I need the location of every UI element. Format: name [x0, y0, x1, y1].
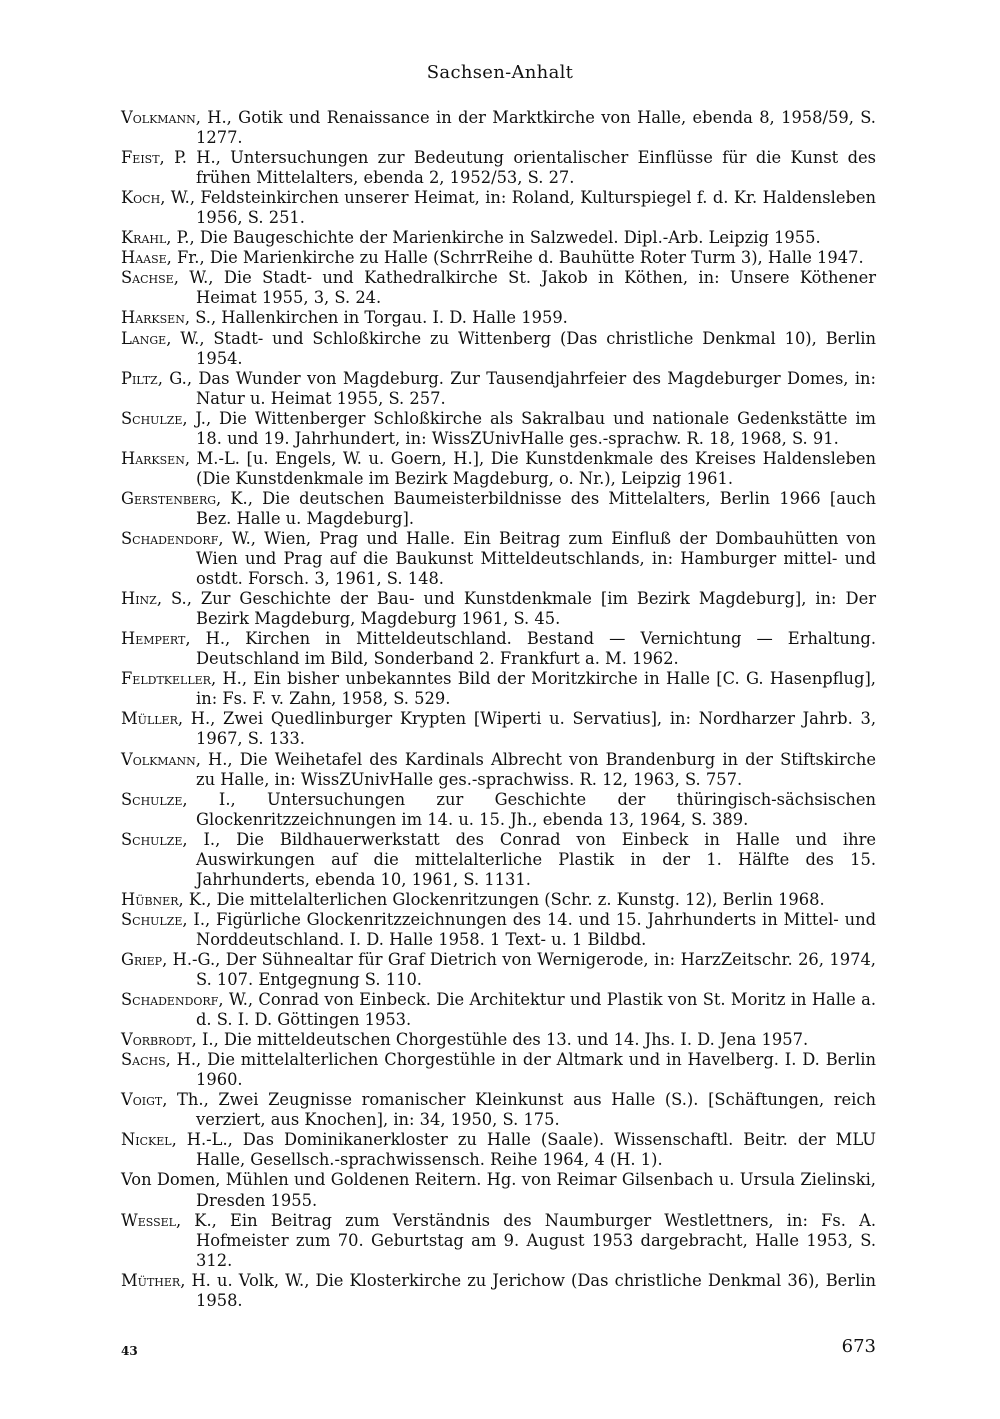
running-head: Sachsen-Anhalt [426, 62, 574, 83]
bibliography-entry [121, 1030, 876, 1050]
entry-text: , I., Die Bildhauerwerkstatt des Conrad von Einbeck in Halle und ihre Auswirkungen auf die mittelalterliche Plastik in der 1. Hälfte des 15. Jahrhunderts, ebenda 10, 1961, S. 1131. [182, 829, 876, 889]
bibliography-entry [121, 910, 876, 950]
bibliography-entry [121, 268, 876, 308]
bibliography-entry [121, 409, 876, 449]
bibliography-entry [121, 830, 876, 890]
bibliography-entry [121, 188, 876, 228]
entry-text: , K., Die deutschen Baumeisterbildnisse des Mittelalters, Berlin 1966 [auch Bez. Halle u. Magdeburg]. [196, 488, 876, 528]
entry-author: Harksen [121, 308, 185, 328]
entry-text: , M.-L. [u. Engels, W. u. Goern, H.], Die Kunstdenkmale des Kreises Haldensleben (Die Kunstdenkmale im Bezirk Magdeburg, o. Nr.), Leipzig 1961. [184, 448, 876, 488]
entry-author: Hübner [121, 889, 179, 909]
entry-author: Lange [121, 328, 167, 348]
entry-author: Sachs [121, 1050, 166, 1070]
entry-text: , H.-G., Der Sühnealtar für Graf Dietrich von Wernigerode, in: HarzZeitschr. 26, 1974, S. 107. Entgegnung S. 110. [162, 949, 876, 990]
bibliography-entry [121, 529, 876, 589]
bibliography-entry [121, 629, 876, 669]
bibliography-entry [121, 489, 876, 529]
bibliography-entry [121, 108, 876, 148]
entry-author: Hempert [121, 629, 186, 649]
bibliography-entry [121, 1271, 876, 1311]
bibliography-entry [121, 248, 876, 268]
entry-text: Von Domen, Mühlen und Goldenen Reitern. Hg. von Reimar Gilsenbach u. Ursula Zielinski, Dresden 1955. [121, 1170, 876, 1210]
bibliography-list [121, 108, 876, 1311]
entry-author: Schadendorf [121, 528, 219, 548]
entry-author: Nickel [121, 1130, 172, 1150]
entry-author: Hinz [121, 589, 157, 609]
bibliography-entry [121, 1130, 876, 1170]
entry-text: , H., Kirchen in Mitteldeutschland. Bestand — Vernichtung — Erhaltung. Deutschland im Bild, Sonderband 2. Frankfurt a. M. 1962. [185, 629, 876, 669]
bibliography-entry [121, 329, 876, 369]
entry-text: , H.-L., Das Dominikanerkloster zu Halle (Saale). Wissenschaftl. Beitr. der MLU Halle, Gesellsch.-sprachwissensch. Reihe 1964, 4 (H. 1). [171, 1130, 876, 1170]
entry-author: Piltz [121, 368, 158, 388]
entry-text: , I., Die mitteldeutschen Chorgestühle des 13. und 14. Jhs. I. D. Jena 1957. [191, 1030, 809, 1050]
entry-text: , Th., Zwei Zeugnisse romanischer Kleinkunst aus Halle (S.). [Schäftungen, reich verziert, aus Knochen], in: 34, 1950, S. 175. [162, 1090, 876, 1130]
bibliography-entry [121, 790, 876, 830]
entry-text: , P. H., Untersuchungen zur Bedeutung orientalischer Einflüsse für die Kunst des frühen Mittelalters, ebenda 2, 1952/53, S. 27. [159, 148, 876, 188]
entry-text: , H., Die Weihetafel des Kardinals Albrecht von Brandenburg in der Stiftskirche zu Halle, in: WissZUnivHalle ges.-sprachwiss. R. 12, 1963, S. 757. [195, 749, 876, 789]
bibliography-entry [121, 890, 876, 910]
entry-author: Voigt [121, 1090, 163, 1110]
bibliography-entry [121, 750, 876, 790]
entry-text: , I., Figürliche Glockenritzzeichnungen des 14. und 15. Jahrhunderts in Mittel- und Norddeutschland. I. D. Halle 1958. 1 Text- u. 1 Bildbd. [182, 909, 876, 949]
bibliography-entry [121, 950, 876, 990]
bibliography-entry [121, 669, 876, 709]
bibliography-entry [121, 308, 876, 328]
entry-text: , H. u. Volk, W., Die Klosterkirche zu Jerichow (Das christliche Denkmal 36), Berlin 1958. [180, 1270, 876, 1310]
entry-text: , H., Gotik und Renaissance in der Marktkirche von Halle, ebenda 8, 1958/59, S. 1277. [195, 108, 876, 148]
bibliography-entry [121, 369, 876, 409]
entry-author: Schulze [121, 829, 183, 849]
bibliography-entry [121, 589, 876, 629]
bibliography-entry [121, 1170, 876, 1210]
entry-author: Gerstenberg [121, 488, 217, 508]
bibliography-entry [121, 449, 876, 489]
entry-text: , G., Das Wunder von Magdeburg. Zur Tausendjahrfeier des Magdeburger Domes, in: Natur u. Heimat 1955, S. 257. [157, 368, 876, 408]
entry-text: , K., Ein Beitrag zum Verständnis des Naumburger Westlettners, in: Fs. A. Hofmeister zum 70. Geburtstag am 9. August 1953 dargebracht, Halle 1953, S. 312. [175, 1210, 876, 1270]
entry-author: Vorbrodt [121, 1030, 192, 1050]
entry-author: Feist [121, 148, 160, 168]
bibliography-entry [121, 1211, 876, 1271]
entry-author: Schadendorf [121, 990, 219, 1010]
bibliography-entry [121, 228, 876, 248]
entry-text: , W., Feldsteinkirchen unserer Heimat, in: Roland, Kulturspiegel f. d. Kr. Haldensleben 1956, S. 251. [160, 188, 876, 228]
entry-author: Griep [121, 949, 163, 969]
entry-text: , Fr., Die Marienkirche zu Halle (SchrrReihe d. Bauhütte Roter Turm 3), Halle 1947. [166, 248, 864, 268]
entry-author: Haase [121, 248, 167, 268]
entry-author: Krahl [121, 228, 167, 248]
entry-text: , S., Hallenkirchen in Torgau. I. D. Halle 1959. [184, 308, 568, 328]
entry-text: , H., Zwei Quedlinburger Krypten [Wiperti u. Servatius], in: Nordharzer Jahrb. 3, 1967, S. 133. [177, 709, 876, 749]
entry-text: , S., Zur Geschichte der Bau- und Kunstdenkmale [im Bezirk Magdeburg], in: Der Bezirk Magdeburg, Magdeburg 1961, S. 45. [156, 589, 876, 629]
entry-author: Volkmann [121, 108, 196, 127]
bibliography-entry [121, 1090, 876, 1130]
entry-author: Sachse [121, 268, 174, 288]
entry-author: Wessel [121, 1210, 176, 1230]
entry-author: Müller [121, 709, 178, 729]
entry-text: , W., Conrad von Einbeck. Die Architektur und Plastik von St. Moritz in Halle a. d. S. I. D. Göttingen 1953. [196, 990, 876, 1030]
bibliography-entry [121, 990, 876, 1030]
entry-author: Müther [121, 1270, 181, 1290]
entry-author: Schulze [121, 909, 183, 929]
entry-text: , J., Die Wittenberger Schloßkirche als Sakralbau und nationale Gedenkstätte im 18. und 19. Jahrhundert, in: WissZUnivHalle ges.-sprachw. R. 18, 1968, S. 91. [182, 408, 876, 448]
entry-text: , I., Untersuchungen zur Geschichte der thüringisch-sächsischen Glockenritzzeichnungen im 14. u. 15. Jh., ebenda 13, 1964, S. 389. [182, 789, 876, 829]
entry-text: , K., Die mittelalterlichen Glockenritzungen (Schr. z. Kunstg. 12), Berlin 1968. [178, 889, 825, 909]
entry-author: Koch [121, 188, 161, 208]
bibliography-entry [121, 709, 876, 749]
entry-author: Feldtkeller [121, 669, 211, 689]
bibliography-entry [121, 1050, 876, 1090]
entry-text: , W., Stadt- und Schloßkirche zu Wittenberg (Das christliche Denkmal 10), Berlin 1954. [166, 328, 876, 368]
entry-text: , H., Ein bisher unbekanntes Bild der Moritzkirche in Halle [C. G. Hasenpflug], in: Fs. F. v. Zahn, 1958, S. 529. [196, 669, 876, 709]
entry-author: Harksen [121, 448, 185, 468]
signature-mark: 43 [121, 1344, 138, 1358]
entry-text: , H., Die mittelalterlichen Chorgestühle in der Altmark und in Havelberg. I. D. Berlin 1960. [165, 1050, 876, 1090]
page-number: 673 [841, 1336, 876, 1357]
entry-author: Volkmann [121, 749, 196, 769]
bibliography-entry [121, 148, 876, 188]
entry-text: , P., Die Baugeschichte der Marienkirche in Salzwedel. Dipl.-Arb. Leipzig 1955. [166, 228, 821, 248]
entry-author: Schulze [121, 789, 183, 809]
entry-author: Schulze [121, 408, 183, 428]
entry-text: , W., Die Stadt- und Kathedralkirche St. Jakob in Köthen, in: Unsere Köthener Heimat 1955, 3, S. 24. [173, 268, 876, 308]
entry-text: , W., Wien, Prag und Halle. Ein Beitrag zum Einfluß der Dombauhütten von Wien und Prag auf die Baukunst Mitteldeutschlands, in: Hamburger mittel- und ostdt. Forsch. 3, 1961, S. 148. [196, 528, 876, 589]
